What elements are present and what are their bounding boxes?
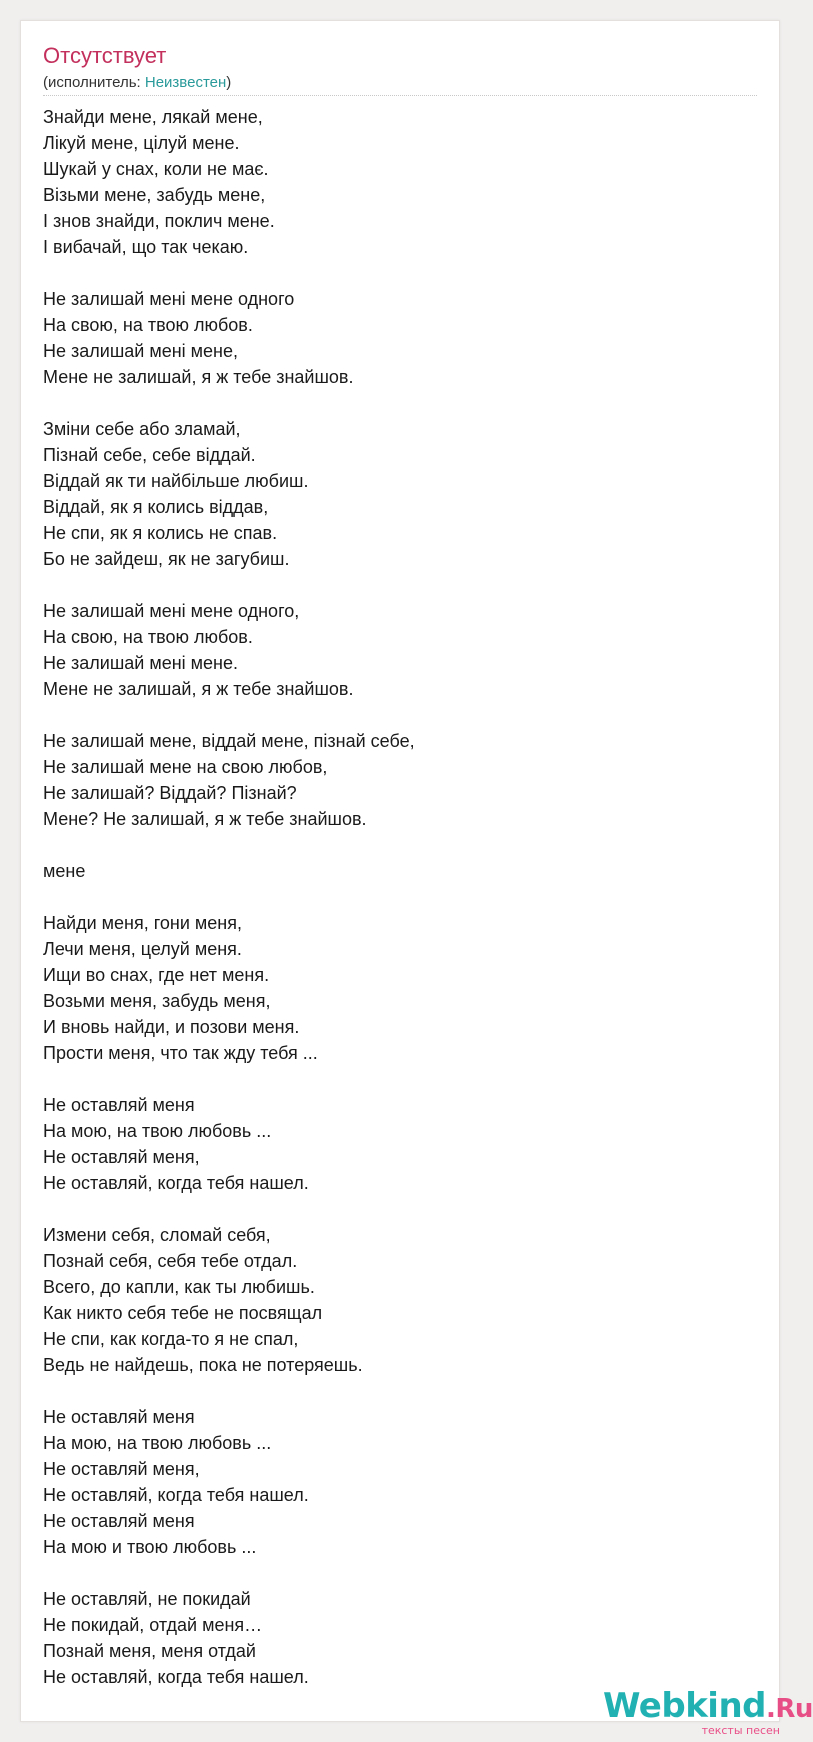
lyrics-line: Не оставляй меня,	[43, 1147, 200, 1167]
lyrics-line: И вновь найди, и позови меня.	[43, 1017, 300, 1037]
artist-link[interactable]: Неизвестен	[144, 74, 227, 91]
lyrics-line: Ведь не найдешь, пока не потеряешь.	[43, 1355, 363, 1375]
lyrics-line: На свою, на твою любов.	[43, 315, 253, 335]
lyrics-line: Всего, до капли, как ты любишь.	[43, 1277, 315, 1297]
lyrics-line: Не залишай мені мене одного	[43, 289, 295, 309]
lyrics-line: На свою, на твою любов.	[43, 627, 253, 647]
lyrics-line: Не оставляй, когда тебя нашел.	[43, 1485, 309, 1505]
webkind-logo[interactable]	[603, 1686, 813, 1737]
lyrics-line: Не оставляй меня	[43, 1095, 195, 1115]
lyrics-line: мене	[43, 861, 86, 881]
lyrics-line: Возьми меня, забудь меня,	[43, 991, 271, 1011]
lyrics-line: Не оставляй, когда тебя нашел.	[43, 1667, 309, 1687]
lyrics-line: Віддай, як я колись віддав,	[43, 497, 269, 517]
divider	[43, 95, 757, 96]
lyrics-stanza	[43, 286, 743, 390]
lyrics-line: Познай себя, себя тебе отдал.	[43, 1251, 298, 1271]
logo-name: Webkind	[603, 1686, 766, 1726]
lyrics-line: Не залишай мене на свою любов,	[43, 757, 328, 777]
lyrics-line: Не оставляй меня	[43, 1511, 195, 1531]
lyrics-line: Мене не залишай, я ж тебе знайшов.	[43, 679, 354, 699]
lyrics-line: На мою, на твою любовь ...	[43, 1121, 272, 1141]
lyrics-stanza	[43, 1404, 743, 1560]
lyrics-line: Не залишай мені мене,	[43, 341, 239, 361]
lyrics-stanza	[43, 858, 743, 884]
lyrics-line: Не спи, як я колись не спав.	[43, 523, 278, 543]
lyrics-line: Ищи во снах, где нет меня.	[43, 965, 270, 985]
lyrics-line: І знов знайди, поклич мене.	[43, 211, 275, 231]
lyrics-line: Познай меня, меня отдай	[43, 1641, 256, 1661]
lyrics-stanza	[43, 1222, 743, 1378]
lyrics-line: Не спи, как когда-то я не спал,	[43, 1329, 299, 1349]
lyrics-line: Мене? Не залишай, я ж тебе знайшов.	[43, 809, 367, 829]
lyrics-stanza	[43, 598, 743, 702]
lyrics-line: І вибачай, що так чекаю.	[43, 237, 249, 257]
lyrics-line: Пізнай себе, себе віддай.	[43, 445, 256, 465]
logo-tld: .Ru	[766, 1694, 813, 1724]
lyrics-line: Не залишай мені мене одного,	[43, 601, 300, 621]
lyrics-card	[20, 20, 813, 1737]
lyrics-line: Не оставляй меня	[43, 1407, 195, 1427]
lyrics-line: Как никто себя тебе не посвящал	[43, 1303, 323, 1323]
lyrics-line: Прости меня, что так жду тебя ...	[43, 1043, 318, 1063]
logo-tagline: тексты песен	[701, 1724, 780, 1737]
lyrics-line: Не покидай, отдай меня…	[43, 1615, 263, 1635]
lyrics-line: Найди меня, гони меня,	[43, 913, 242, 933]
lyrics-stanza	[43, 1092, 743, 1196]
lyrics-line: Не залишай? Віддай? Пізнай?	[43, 783, 297, 803]
logo-wordmark	[603, 1686, 813, 1726]
artist-line	[43, 74, 231, 91]
lyrics-line: Лікуй мене, цілуй мене.	[43, 133, 240, 153]
artist-suffix: )	[226, 74, 232, 91]
lyrics-line: Шукай у снах, коли не має.	[43, 159, 269, 179]
lyrics-line: На мою, на твою любовь ...	[43, 1433, 272, 1453]
lyrics-line: Измени себя, сломай себя,	[43, 1225, 271, 1245]
lyrics-text	[43, 104, 743, 1716]
lyrics-line: Не оставляй меня,	[43, 1459, 200, 1479]
lyrics-stanza	[43, 728, 743, 832]
lyrics-line: Не оставляй, не покидай	[43, 1589, 251, 1609]
lyrics-line: Візьми мене, забудь мене,	[43, 185, 266, 205]
lyrics-line: Віддай як ти найбільше любиш.	[43, 471, 309, 491]
lyrics-line: Не залишай мені мене.	[43, 653, 239, 673]
lyrics-line: Лечи меня, целуй меня.	[43, 939, 242, 959]
song-title: Отсутствует	[43, 43, 167, 68]
lyrics-line: Знайди мене, лякай мене,	[43, 107, 263, 127]
lyrics-line: На мою и твою любовь ...	[43, 1537, 257, 1557]
lyrics-line: Бо не зайдеш, як не загубиш.	[43, 549, 290, 569]
lyrics-line: Мене не залишай, я ж тебе знайшов.	[43, 367, 354, 387]
lyrics-line: Зміни себе або зламай,	[43, 419, 241, 439]
lyrics-stanza	[43, 910, 743, 1066]
lyrics-stanza	[43, 104, 743, 260]
lyrics-line: Не оставляй, когда тебя нашел.	[43, 1173, 309, 1193]
lyrics-line: Не залишай мене, віддай мене, пізнай себе,	[43, 731, 415, 751]
artist-prefix: (исполнитель:	[43, 74, 145, 91]
lyrics-stanza	[43, 1586, 743, 1690]
lyrics-stanza	[43, 416, 743, 572]
